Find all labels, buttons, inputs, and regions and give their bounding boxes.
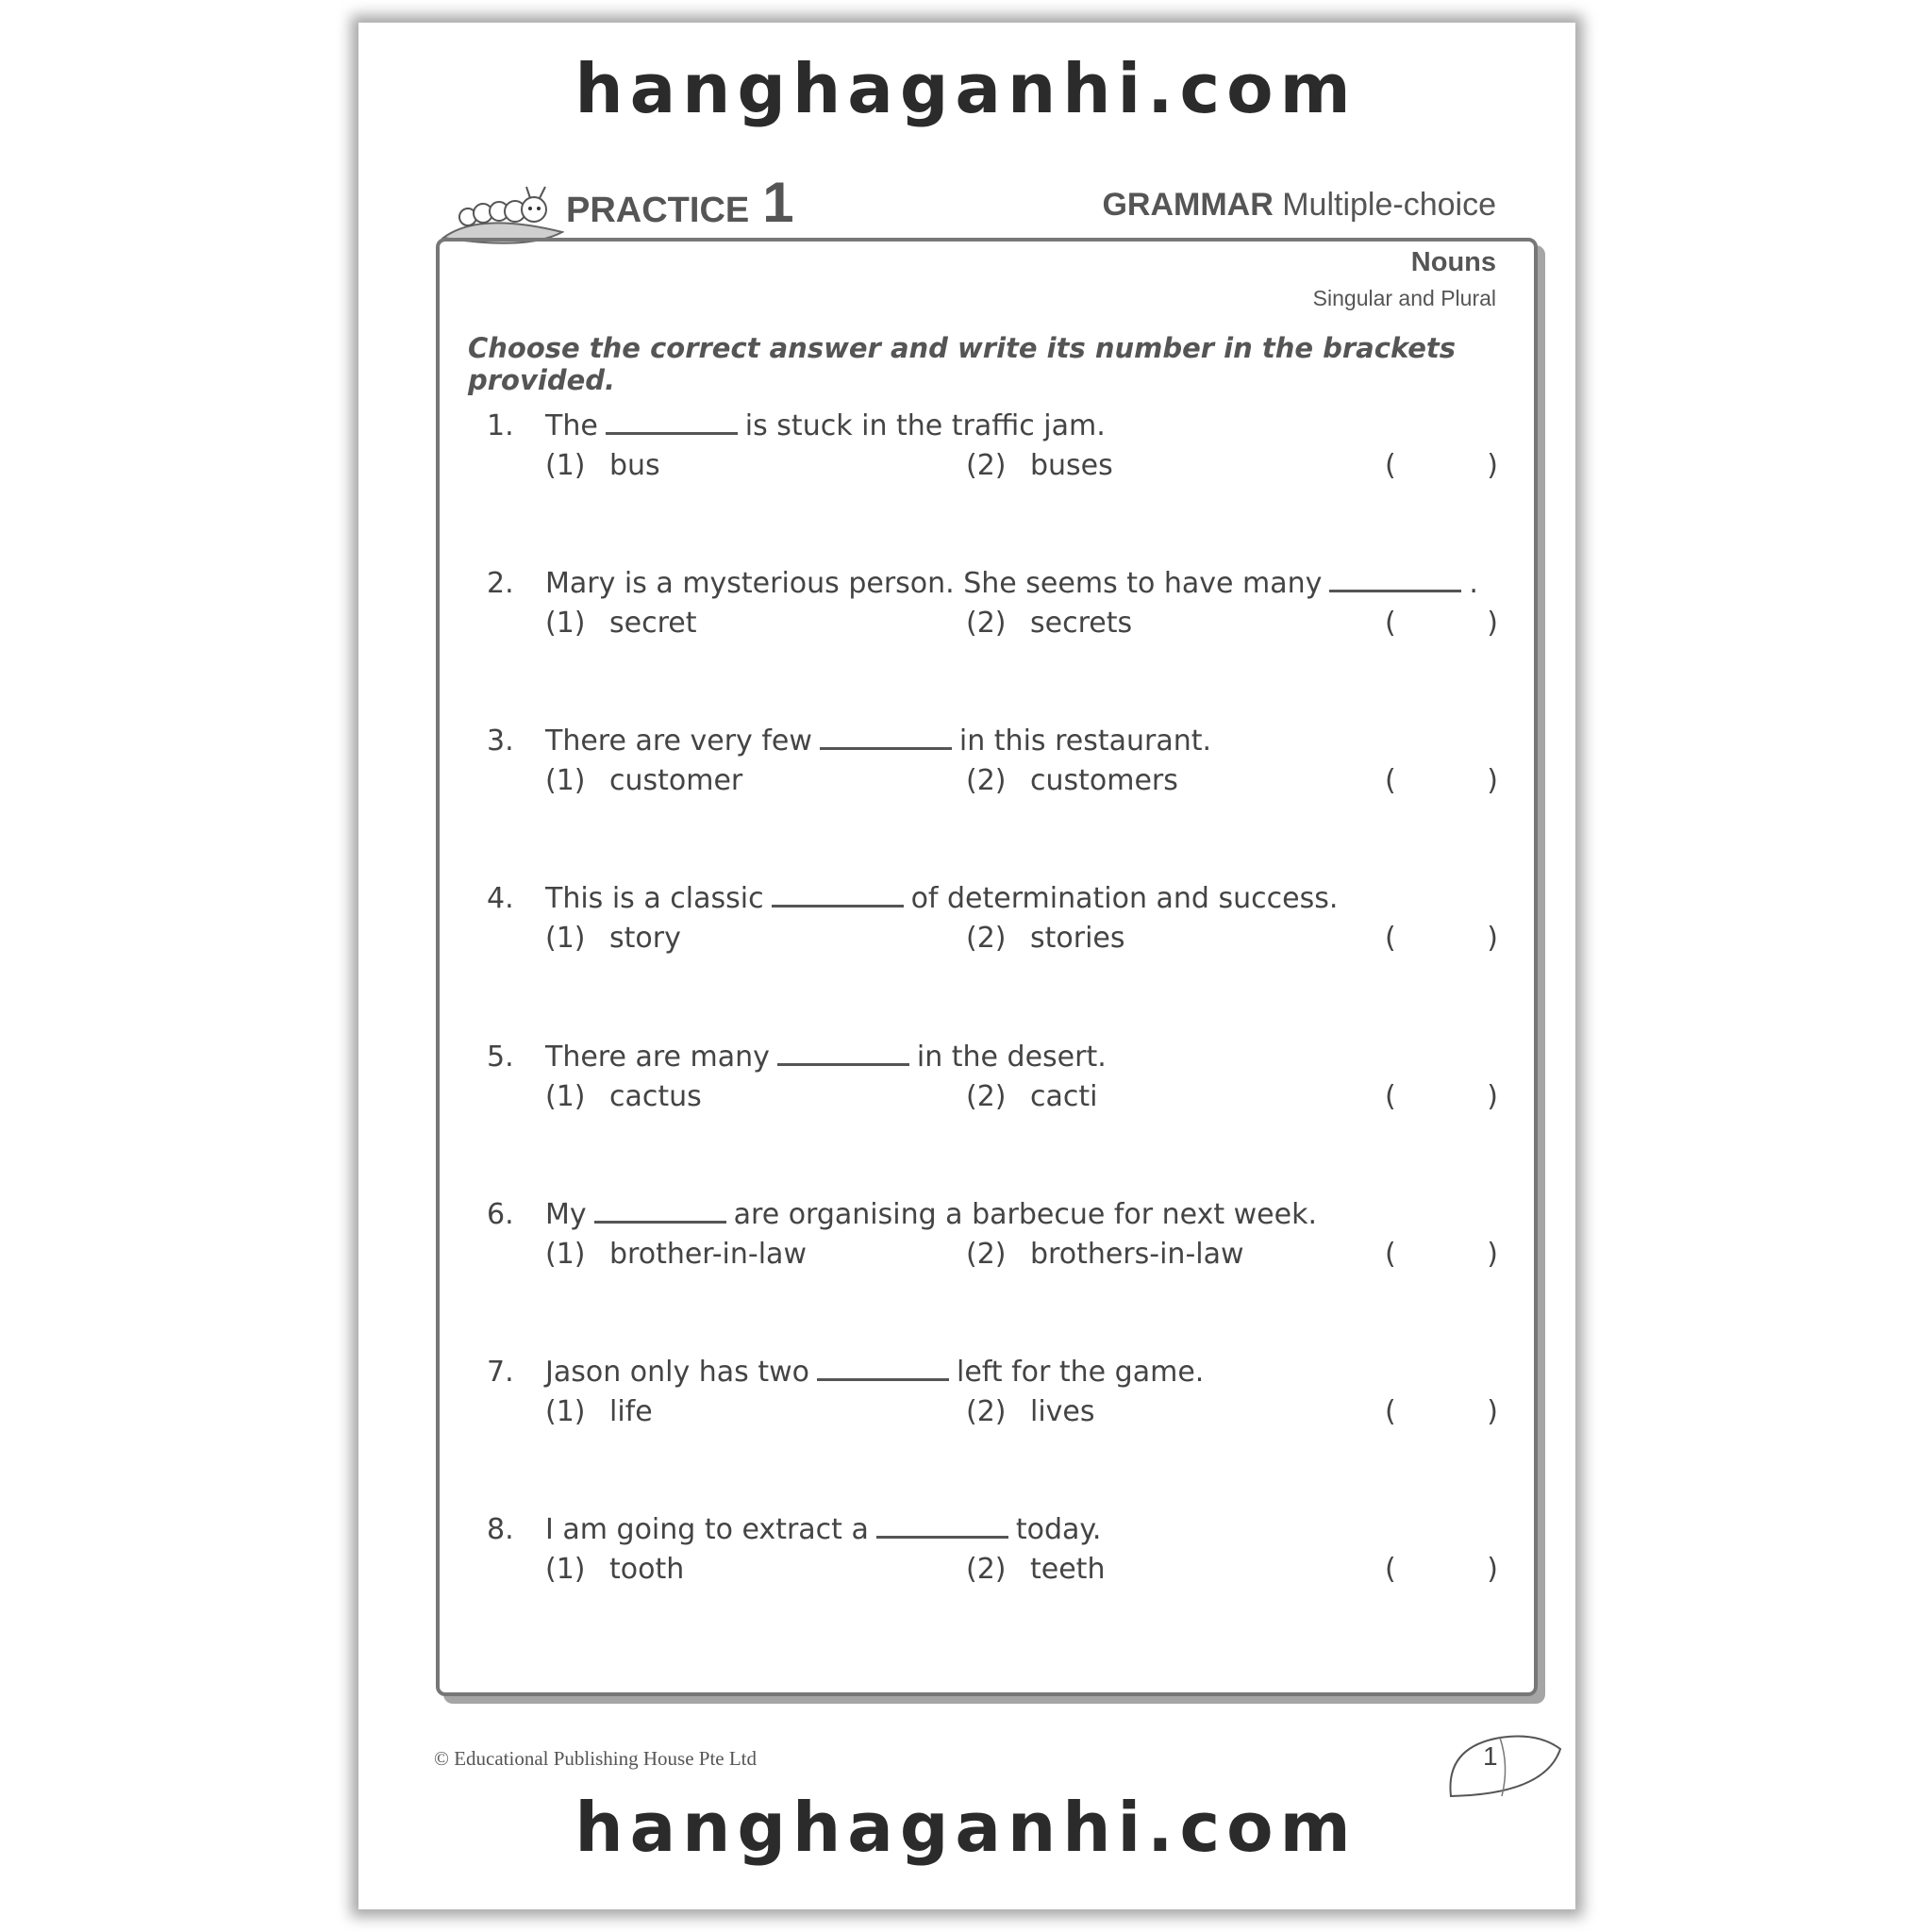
option-1: (1) tooth	[545, 1553, 685, 1586]
option-1: (1) life	[545, 1395, 653, 1428]
answer-blank	[772, 884, 904, 908]
option-2: (2) stories	[966, 922, 1125, 955]
question-number: 6.	[487, 1198, 514, 1231]
question-text-after: in the desert.	[916, 1041, 1107, 1074]
question-text-before: The	[545, 409, 598, 442]
question-item: 6. My are organising a barbecue for next week. (1) brother-in-law (2) brothers-in-law ( )	[487, 1198, 1498, 1271]
question-text-before: There are very few	[545, 724, 812, 758]
question-number: 8.	[487, 1513, 514, 1546]
option-1: (1) customer	[545, 764, 743, 797]
question-number: 4.	[487, 882, 514, 915]
option-1: (1) story	[545, 922, 681, 955]
practice-heading	[566, 170, 794, 235]
answer-blank	[1329, 569, 1461, 592]
question-text-before: I am going to extract a	[545, 1513, 869, 1546]
question-text-before: This is a classic	[545, 882, 764, 915]
question-text-before: Mary is a mysterious person. She seems to have many	[545, 567, 1323, 600]
question-text-after: of determination and success.	[910, 882, 1339, 915]
question-item: 8. I am going to extract a today. (1) tooth (2) teeth ( )	[487, 1513, 1498, 1586]
question-number: 2.	[487, 567, 514, 600]
option-2: (2) customers	[966, 764, 1178, 797]
question-text-after: left for the game.	[956, 1356, 1205, 1389]
question-number: 5.	[487, 1041, 514, 1074]
option-1: (1) cactus	[545, 1080, 702, 1113]
question-text-after: .	[1469, 567, 1478, 600]
option-2: (2) buses	[966, 449, 1113, 482]
question-item: 7. Jason only has two left for the game. (1) life (2) lives ( )	[487, 1356, 1498, 1428]
answer-blank	[820, 726, 952, 750]
page-number: 1	[1483, 1741, 1498, 1771]
option-2: (2) teeth	[966, 1553, 1106, 1586]
option-2: (2) secrets	[966, 607, 1133, 640]
question-item: 1. The is stuck in the traffic jam. (1) bus (2) buses ( )	[487, 409, 1498, 482]
question-item: 2. Mary is a mysterious person. She seems to have many . (1) secret (2) secrets ( )	[487, 567, 1498, 640]
option-2: (2) brothers-in-law	[966, 1238, 1244, 1271]
section-title-bold: GRAMMAR	[1102, 187, 1274, 223]
watermark-top: hanghaganhi.com	[575, 49, 1357, 128]
question-item: 3. There are very few in this restaurant. (1) customer (2) customers ( )	[487, 724, 1498, 797]
section-title-rest: Multiple-choice	[1282, 187, 1496, 223]
question-text-before: There are many	[545, 1041, 770, 1074]
question-text-before: Jason only has two	[545, 1356, 809, 1389]
question-number: 3.	[487, 724, 514, 758]
option-1: (1) bus	[545, 449, 660, 482]
question-number: 1.	[487, 409, 514, 442]
question-number: 7.	[487, 1356, 514, 1389]
section-title	[1102, 187, 1496, 224]
question-text-after: is stuck in the traffic jam.	[744, 409, 1106, 442]
answer-blank	[777, 1042, 909, 1066]
practice-word: PRACTICE	[566, 191, 750, 230]
practice-number: 1	[762, 171, 794, 234]
option-2: (2) cacti	[966, 1080, 1098, 1113]
option-1: (1) secret	[545, 607, 697, 640]
option-1: (1) brother-in-law	[545, 1238, 807, 1271]
topic-subtitle: Singular and Plural	[1312, 286, 1496, 310]
answer-blank	[817, 1357, 949, 1381]
topic-title: Nouns	[1410, 247, 1496, 277]
question-text-before: My	[545, 1198, 587, 1231]
question-item: 5. There are many in the desert. (1) cactus (2) cacti ( )	[487, 1041, 1498, 1113]
answer-blank	[594, 1200, 726, 1224]
question-text-after: in this restaurant.	[958, 724, 1212, 758]
answer-blank	[876, 1515, 1008, 1539]
topic-block	[1313, 247, 1496, 311]
copyright-text: © Educational Publishing House Pte Ltd	[434, 1747, 758, 1770]
option-2: (2) lives	[966, 1395, 1095, 1428]
question-text-after: are organising a barbecue for next week.	[733, 1198, 1318, 1231]
answer-blank	[606, 411, 738, 435]
watermark-bottom: hanghaganhi.com	[575, 1788, 1357, 1867]
question-item: 4. This is a classic of determination and success. (1) story (2) stories ( )	[487, 882, 1498, 955]
question-text-after: today.	[1015, 1513, 1102, 1546]
instruction-text: Choose the correct answer and write its number in the brackets provided.	[468, 332, 1456, 396]
